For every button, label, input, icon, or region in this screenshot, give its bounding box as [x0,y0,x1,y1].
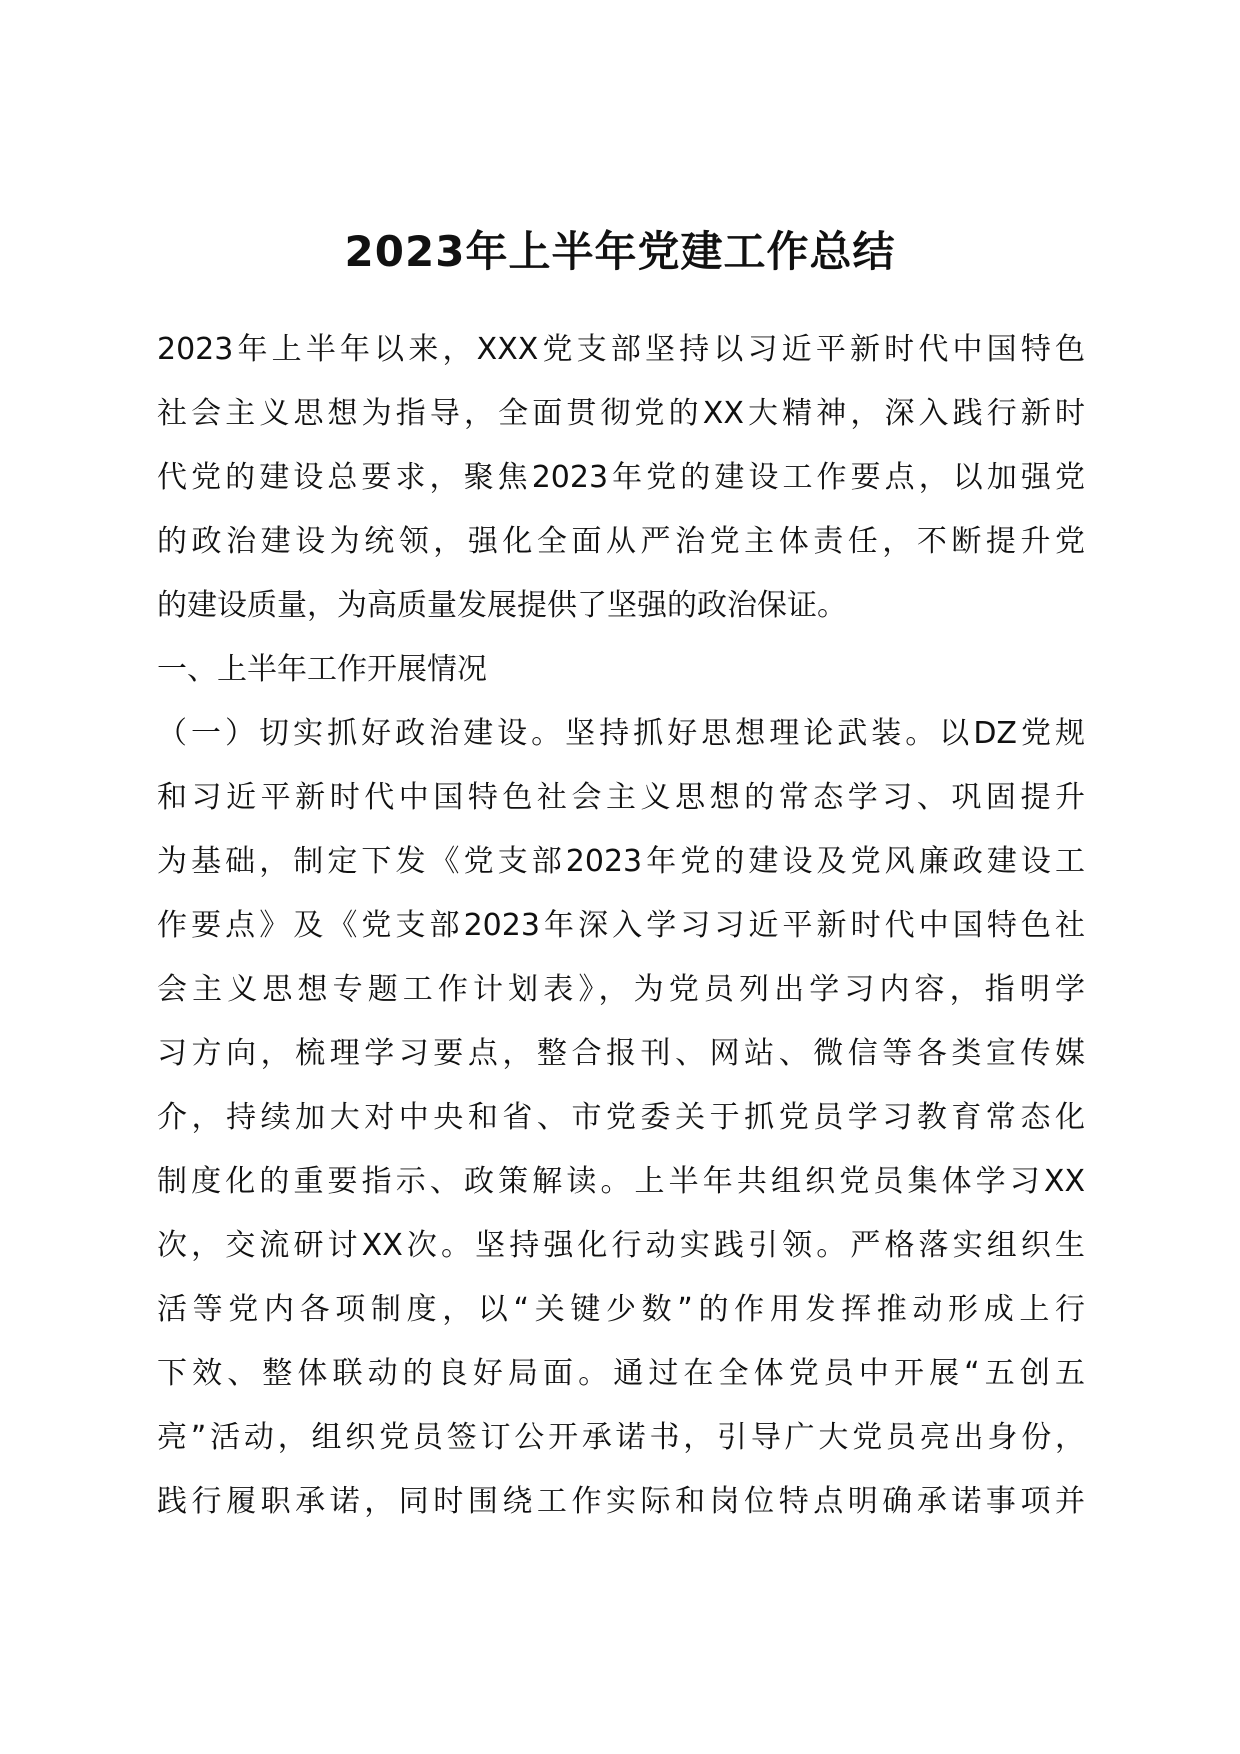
text-line: 的政治建设为统领，强化全面从严治党主体责任，不断提升党 [157,524,1085,559]
text-line: 会主义思想专题工作计划表》，为党员列出学习内容，指明学 [157,972,1085,1007]
text-line: 次，交流研讨XX次。坚持强化行动实践引领。严格落实组织生 [157,1228,1085,1263]
text-line: （一）切实抓好政治建设。坚持抓好思想理论武装。以DZ党规 [157,716,1085,751]
text-line: 的建设质量，为高质量发展提供了坚强的政治保证。 [157,588,847,623]
text-line: 习方向，梳理学习要点，整合报刊、网站、微信等各类宣传媒 [157,1036,1085,1071]
text-line: 和习近平新时代中国特色社会主义思想的常态学习、巩固提升 [157,780,1085,815]
section-heading: 一、上半年工作开展情况 [157,652,487,687]
text-line: 2023年上半年以来，XXX党支部坚持以习近平新时代中国特色 [157,332,1085,367]
document-title: 2023年上半年党建工作总结 [344,227,896,276]
text-line: 为基础，制定下发《党支部2023年党的建设及党风廉政建设工 [157,844,1085,879]
text-line: 社会主义思想为指导，全面贯彻党的XX大精神，深入践行新时 [157,396,1085,431]
text-line: 作要点》及《党支部2023年深入学习习近平新时代中国特色社 [157,908,1085,943]
document-body [157,318,1085,1534]
text-line: 活等党内各项制度，以“关键少数”的作用发挥推动形成上行 [157,1292,1085,1327]
text-line: 践行履职承诺，同时围绕工作实际和岗位特点明确承诺事项并 [157,1484,1085,1519]
text-line: 亮”活动，组织党员签订公开承诺书，引导广大党员亮出身份， [157,1420,1085,1455]
text-line: 下效、整体联动的良好局面。通过在全体党员中开展“五创五 [157,1356,1085,1391]
text-line: 代党的建设总要求，聚焦2023年党的建设工作要点，以加强党 [157,460,1085,495]
text-line: 介，持续加大对中央和省、市党委关于抓党员学习教育常态化 [157,1100,1085,1135]
text-line: 制度化的重要指示、政策解读。上半年共组织党员集体学习XX [157,1164,1085,1199]
